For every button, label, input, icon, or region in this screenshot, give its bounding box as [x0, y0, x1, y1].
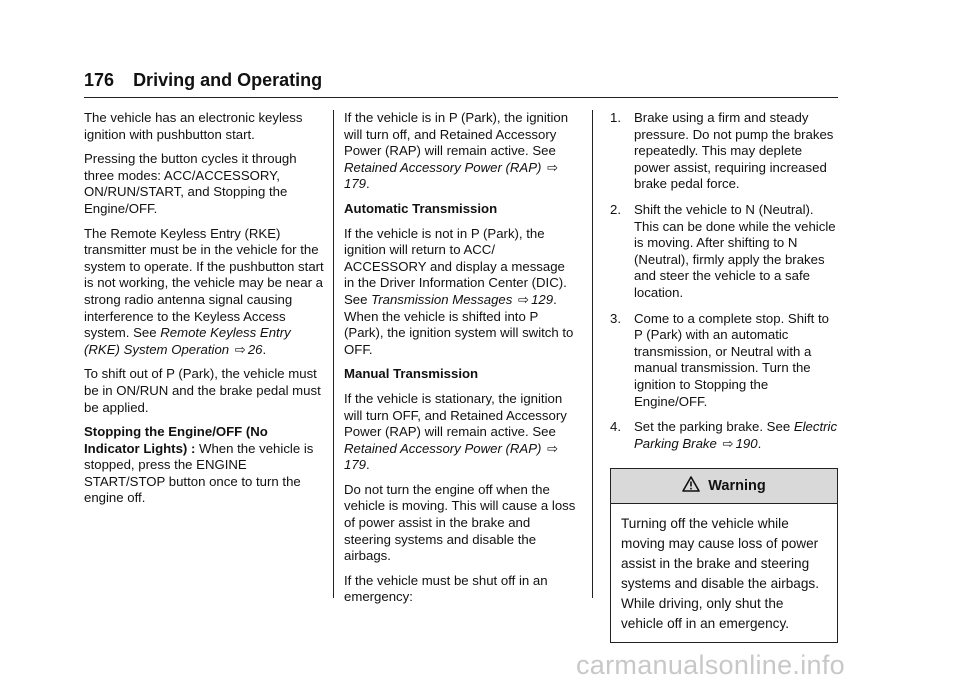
- step-end: .: [757, 435, 762, 451]
- transmission-page-ref[interactable]: 129: [531, 291, 554, 307]
- paragraph-modes: Pressing the button cycles it through three modes: ACC/ACCESSORY, ON/RUN/START, and Stopping the Engine/OFF.: [84, 151, 297, 216]
- warning-body: Turning off the vehicle while moving may cause loss of power assist in the brake and steering systems and disable the airbags. While driving, only shut the vehicle off in an emergency.: [621, 516, 819, 632]
- heading-manual-transmission: Manual Transmission: [344, 366, 479, 382]
- stationary-text: If the vehicle is stationary, the ignition will turn OFF, and Retained Accessory Power (RAP) will remain active. See: [344, 390, 567, 440]
- step-text: Come to a complete stop. Shift to P (Park) with an automatic transmission, or Neutral with a manual transmission. Turn the ignition to Stopping the Engine/OFF.: [634, 310, 829, 409]
- stopping-engine-text: When the vehicle is stopped, press the ENGINE START/STOP button once to turn the engine off.: [84, 440, 314, 506]
- page-ref-arrow-icon: ⇨: [722, 435, 734, 451]
- not-park-end: . When the vehicle is shifted into P (Park), the ignition system will switch to OFF.: [344, 291, 574, 357]
- step-number: 3.: [610, 310, 621, 326]
- emergency-steps-list: [610, 110, 840, 452]
- page-number: 176: [84, 70, 115, 90]
- rap-link-1[interactable]: Retained Accessory Power (RAP): [344, 159, 542, 175]
- rke-page-ref[interactable]: 26: [247, 341, 263, 357]
- column-3: [610, 110, 840, 643]
- paragraph-emergency: If the vehicle must be shut off in an emergency:: [344, 572, 548, 605]
- warning-header: [611, 469, 837, 504]
- paragraph-keyless-ignition: The vehicle has an electronic keyless ignition with pushbutton start.: [84, 110, 303, 142]
- step-text: Set the parking brake. See: [634, 419, 791, 435]
- step-number: 4.: [610, 419, 621, 435]
- header-rule: [84, 97, 838, 98]
- column-1: [84, 110, 324, 515]
- park-end: .: [366, 176, 370, 192]
- column-2: [344, 110, 578, 614]
- page-ref-arrow-icon: ⇨: [547, 159, 559, 175]
- rke-end: .: [262, 341, 267, 357]
- warning-box: [610, 468, 838, 643]
- rap-page-ref-1[interactable]: 179: [344, 176, 367, 192]
- paragraph-do-not-turn-off: Do not turn the engine off when the vehicle is moving. This will cause a loss of power assist in the brake and steering systems and disable the airbags.: [344, 481, 576, 564]
- section-title: Driving and Operating: [133, 70, 323, 90]
- paragraph-park: [344, 110, 578, 193]
- column-divider-2: [592, 110, 593, 598]
- page-ref-arrow-icon: ⇨: [234, 341, 246, 357]
- stopping-engine-heading: Stopping the Engine/OFF (No Indicator Lights) :: [84, 424, 268, 456]
- list-item: [610, 110, 840, 193]
- page-ref-arrow-icon: ⇨: [547, 440, 559, 456]
- list-item: [610, 419, 840, 452]
- paragraph-rke: [84, 226, 324, 359]
- parking-brake-link[interactable]: Electric Parking Brake: [634, 419, 838, 451]
- rap-page-ref-2[interactable]: 179: [344, 457, 367, 473]
- parking-brake-page-ref[interactable]: 190: [735, 435, 758, 451]
- heading-automatic-transmission: Automatic Transmission: [344, 200, 498, 216]
- stationary-end: .: [366, 457, 370, 473]
- paragraph-stopping-engine: [84, 424, 324, 507]
- not-park-text: If the vehicle is not in P (Park), the ignition will return to ACC/ ACCESSORY and display a message in the Driver Information Center (DIC). See: [344, 225, 567, 307]
- warning-icon: [682, 476, 700, 492]
- paragraph-shift-out: To shift out of P (Park), the vehicle must be in ON/RUN and the brake pedal must be applied.: [84, 366, 321, 415]
- step-number: 2.: [610, 201, 621, 217]
- paragraph-not-park: [344, 226, 578, 359]
- park-text: If the vehicle is in P (Park), the ignition will turn off, and Retained Accessory Power (RAP) will remain active. See: [344, 110, 569, 159]
- page-ref-arrow-icon: ⇨: [518, 291, 530, 307]
- rke-text: The Remote Keyless Entry (RKE) transmitter must be in the vehicle for the system to operate. If the pushbutton start is not working, the vehicle may be near a strong radio antenna signal causing interference to the Keyless Access system. See: [84, 225, 324, 341]
- paragraph-stationary: [344, 391, 578, 474]
- rke-link[interactable]: Remote Keyless Entry (RKE) System Operation: [84, 325, 291, 357]
- column-divider-1: [333, 110, 334, 598]
- list-item: [610, 202, 840, 302]
- watermark: carmanualsonline.info: [576, 650, 845, 680]
- transmission-messages-link[interactable]: Transmission Messages: [371, 291, 513, 307]
- step-number: 1.: [610, 110, 621, 125]
- list-item: [610, 311, 840, 411]
- step-text: Shift the vehicle to N (Neutral). This can be done while the vehicle is moving. After shifting to N (Neutral), firmly apply the brakes and steer the vehicle to a safe location.: [634, 201, 836, 300]
- rap-link-2[interactable]: Retained Accessory Power (RAP): [344, 440, 542, 456]
- warning-title: Warning: [708, 478, 766, 495]
- step-text: Brake using a firm and steady pressure. Do not pump the brakes repeatedly. This may deplete power assist, requiring increased brake pedal force.: [634, 110, 834, 192]
- page-header: [84, 70, 322, 91]
